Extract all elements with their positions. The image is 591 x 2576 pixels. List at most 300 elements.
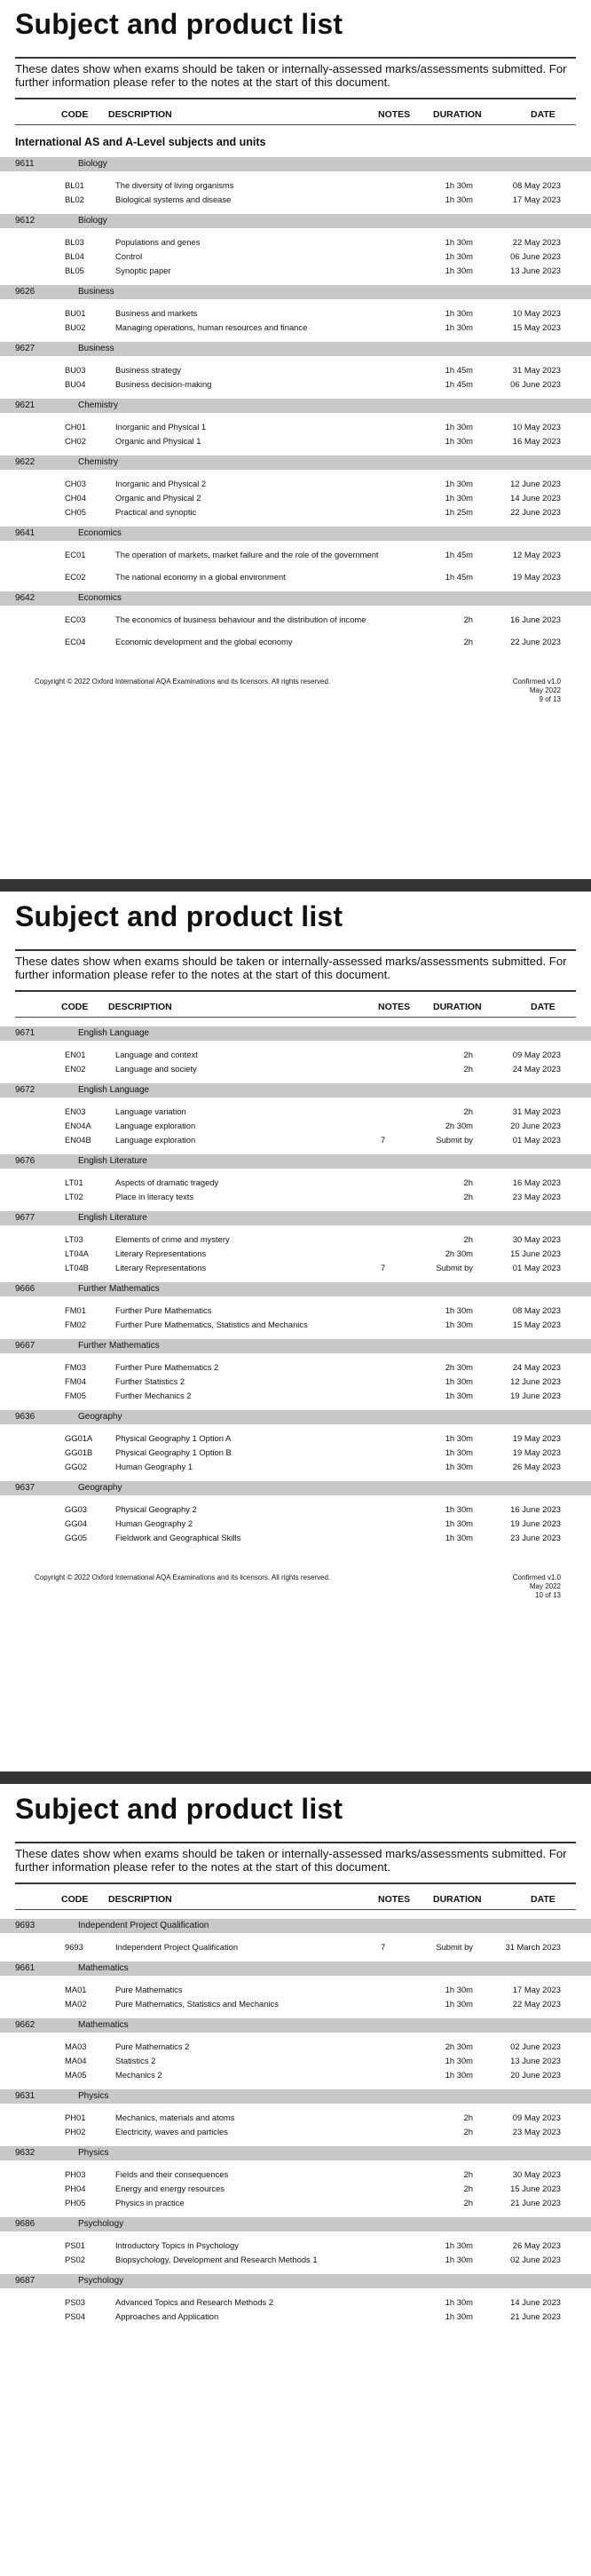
header-code: CODE: [61, 109, 89, 120]
confirmed-version: Confirmed v1.0: [512, 678, 561, 686]
table-row: [15, 2070, 576, 2084]
table-row: [15, 2184, 576, 2198]
table-row: [15, 1050, 576, 1064]
unit-description: Approaches and Application: [115, 2311, 219, 2321]
unit-duration: 2h 30m: [445, 2041, 473, 2051]
unit-duration: 1h 30m: [445, 1999, 473, 2009]
unit-code: FM02: [65, 1320, 86, 1329]
unit-rows: [15, 422, 576, 450]
unit-date: 30 May 2023: [512, 2169, 561, 2179]
subject-bar: [0, 527, 591, 541]
unit-rows: [15, 2112, 576, 2141]
subject-name: English Language: [78, 1028, 150, 1038]
unit-date: 24 May 2023: [512, 1064, 561, 1074]
unit-code: EN02: [65, 1064, 86, 1074]
unit-date: 19 June 2023: [510, 1518, 561, 1528]
unit-duration: 2h: [463, 2127, 473, 2136]
unit-duration: 2h: [463, 1050, 473, 1059]
unit-date: 19 May 2023: [512, 1433, 561, 1443]
table-row: [15, 266, 576, 280]
header-duration: DURATION: [433, 109, 482, 120]
table-row: [15, 2112, 576, 2127]
unit-date: 15 May 2023: [512, 1320, 561, 1329]
unit-date: 16 May 2023: [512, 436, 561, 446]
unit-duration: 2h: [463, 2112, 473, 2122]
unit-rows: [15, 2297, 576, 2326]
subject-code: 9661: [15, 1963, 35, 1973]
unit-rows: [15, 479, 576, 521]
header-duration: DURATION: [433, 1894, 482, 1905]
page-title: Subject and product list: [15, 1793, 343, 1825]
unit-duration: 1h 45m: [445, 550, 473, 559]
subject-name: Economics: [78, 593, 122, 603]
unit-description: Further Pure Mathematics: [115, 1305, 212, 1315]
unit-duration: 1h 30m: [445, 422, 473, 432]
page-footer: [15, 1573, 576, 1618]
unit-date: 14 June 2023: [510, 493, 561, 503]
unit-duration: 1h 30m: [445, 479, 473, 488]
unit-code: EC03: [65, 614, 86, 624]
unit-date: 01 May 2023: [512, 1263, 561, 1272]
subject-code: 9636: [15, 1412, 35, 1422]
unit-duration: 1h 30m: [445, 2070, 473, 2080]
unit-code: MA01: [65, 1985, 87, 1994]
intro-text: These dates show when exams should be taken or internally-assessed marks/assessments submitted. For further information please refer to the notes at the start of this document.: [15, 62, 567, 89]
unit-date: 19 May 2023: [512, 572, 561, 582]
unit-date: 10 May 2023: [512, 422, 561, 432]
unit-description: Managing operations, human resources and finance: [115, 322, 308, 332]
unit-date: 31 May 2023: [512, 365, 561, 375]
unit-duration: 1h 25m: [445, 507, 473, 517]
unit-code: GG01A: [65, 1433, 93, 1443]
unit-date: 13 June 2023: [510, 266, 561, 275]
unit-rows: [15, 1305, 576, 1334]
unit-date: 26 May 2023: [512, 1462, 561, 1471]
page-3: [0, 1792, 591, 2331]
unit-duration: 1h 30m: [445, 2056, 473, 2065]
table-row: [15, 308, 576, 322]
subject-code: 9687: [15, 2276, 35, 2286]
subject-code: 9667: [15, 1341, 35, 1351]
unit-notes: 7: [381, 1135, 386, 1145]
unit-code: BU03: [65, 365, 86, 375]
table-row: [15, 2056, 576, 2070]
table-header: [15, 1891, 576, 1909]
subject-code: 9642: [15, 593, 35, 603]
unit-code: GG03: [65, 1504, 88, 1514]
table-row: [15, 436, 576, 450]
page-inner: [0, 1792, 591, 2326]
subject-code: 9637: [15, 1483, 35, 1493]
unit-description: Populations and genes: [115, 237, 201, 247]
unit-code: PS02: [65, 2255, 85, 2264]
unit-duration: 1h 30m: [445, 1504, 473, 1514]
unit-rows: [15, 2169, 576, 2212]
table-row: [15, 1376, 576, 1391]
subject-bar: [0, 1211, 591, 1225]
page-separator: [0, 1771, 591, 1784]
unit-description: Pure Mathematics: [115, 1985, 183, 1994]
unit-description: Mechanics 2: [115, 2070, 162, 2080]
subject-name: Geography: [78, 1483, 122, 1493]
header-code: CODE: [61, 1894, 89, 1905]
unit-duration: 1h 30m: [445, 308, 473, 318]
unit-description: Human Geography 2: [115, 1518, 193, 1528]
unit-description: Further Statistics 2: [115, 1376, 185, 1386]
unit-code: PH01: [65, 2112, 86, 2122]
subject-bar: [0, 2146, 591, 2160]
unit-duration: 1h 45m: [445, 572, 473, 582]
unit-date: 13 June 2023: [510, 2056, 561, 2065]
page-number: 9 of 13: [539, 695, 561, 703]
unit-duration: 2h: [463, 614, 473, 624]
unit-date: 08 May 2023: [512, 180, 561, 190]
unit-duration: 1h 30m: [445, 322, 473, 332]
header-notes: NOTES: [378, 1002, 411, 1012]
subject-code: 9693: [15, 1921, 35, 1930]
subject-bar: [0, 1339, 591, 1353]
subject-name: Psychology: [78, 2276, 124, 2286]
table-row: [15, 2255, 576, 2269]
unit-description: Electricity, waves and particles: [115, 2127, 228, 2136]
unit-date: 22 May 2023: [512, 237, 561, 247]
unit-code: MA05: [65, 2070, 87, 2080]
unit-duration: Submit by: [436, 1135, 473, 1145]
unit-date: 12 June 2023: [510, 479, 561, 488]
unit-date: 22 June 2023: [510, 507, 561, 517]
subject-code: 9671: [15, 1028, 35, 1038]
header-date: DATE: [531, 1002, 556, 1012]
unit-rows: [15, 1504, 576, 1547]
unit-code: EN03: [65, 1106, 86, 1116]
unit-description: Synoptic paper: [115, 266, 171, 275]
unit-description: Human Geography 1: [115, 1462, 193, 1471]
unit-notes: 7: [381, 1942, 386, 1952]
unit-date: 20 June 2023: [510, 1121, 561, 1130]
unit-code: MA04: [65, 2056, 87, 2065]
unit-code: EN04B: [65, 1135, 91, 1145]
subject-code: 9611: [15, 159, 35, 169]
unit-rows: [15, 1177, 576, 1206]
unit-description: Biological systems and disease: [115, 194, 232, 204]
subject-name: Business: [78, 344, 114, 353]
unit-date: 19 June 2023: [510, 1391, 561, 1400]
unit-date: 16 May 2023: [512, 1177, 561, 1187]
title-rule: [15, 57, 576, 59]
unit-duration: 2h: [463, 2169, 473, 2179]
unit-date: 01 May 2023: [512, 1135, 561, 1145]
subject-name: Business: [78, 287, 114, 297]
unit-description: Literary Representations: [115, 1263, 207, 1272]
unit-duration: 1h 45m: [445, 379, 473, 389]
subject-bar: [0, 1481, 591, 1495]
unit-code: LT04A: [65, 1248, 89, 1258]
page-title: Subject and product list: [15, 8, 343, 40]
table-row: [15, 1305, 576, 1320]
subject-name: Chemistry: [78, 400, 119, 410]
subject-name: Psychology: [78, 2219, 124, 2229]
spacer: [15, 1910, 576, 1919]
unit-date: 23 May 2023: [512, 1192, 561, 1201]
subject-name: English Language: [78, 1085, 150, 1095]
intro-rule: [15, 1882, 576, 1884]
header-date: DATE: [531, 109, 556, 120]
unit-description: The operation of markets, market failure and the role of the government: [115, 550, 379, 559]
unit-code: EN01: [65, 1050, 86, 1059]
table-row: [15, 1447, 576, 1462]
unit-code: MA02: [65, 1999, 87, 2009]
unit-duration: 1h 30m: [445, 1391, 473, 1400]
unit-date: 06 June 2023: [510, 251, 561, 261]
unit-date: 24 May 2023: [512, 1362, 561, 1372]
unit-code: CH05: [65, 507, 86, 517]
title-rule: [15, 949, 576, 951]
section-title: International AS and A-Level subjects and units: [15, 136, 266, 148]
unit-duration: 1h 30m: [445, 1533, 473, 1542]
unit-duration: 1h 30m: [445, 266, 473, 275]
subject-bar: [0, 342, 591, 356]
intro-rule: [15, 98, 576, 99]
header-notes: NOTES: [378, 1894, 411, 1905]
table-row: [15, 1362, 576, 1376]
unit-description: Biopsychology, Development and Research Methods 1: [115, 2255, 318, 2264]
unit-description: Fieldwork and Geographical Skills: [115, 1533, 241, 1542]
unit-duration: 1h 30m: [445, 1447, 473, 1457]
table-row: [15, 237, 576, 251]
table-row: [15, 1985, 576, 1999]
unit-description: Physical Geography 1 Option B: [115, 1447, 232, 1457]
subject-bar: [0, 157, 591, 171]
title-rule: [15, 1842, 576, 1843]
unit-description: Language and context: [115, 1050, 198, 1059]
unit-code: EN04A: [65, 1121, 91, 1130]
unit-duration: 1h 30m: [445, 251, 473, 261]
unit-duration: 2h 30m: [445, 1121, 473, 1130]
unit-description: Further Pure Mathematics, Statistics and Mechanics: [115, 1320, 308, 1329]
subject-bar: [0, 1919, 591, 1933]
unit-code: FM04: [65, 1376, 86, 1386]
unit-description: Physics in practice: [115, 2198, 185, 2207]
unit-code: GG02: [65, 1462, 88, 1471]
subject-bar: [0, 1083, 591, 1098]
subject-code: 9622: [15, 457, 35, 467]
subject-name: Biology: [78, 216, 107, 226]
subject-bar: [0, 456, 591, 470]
unit-date: 12 June 2023: [510, 1376, 561, 1386]
table-row: [15, 2198, 576, 2212]
unit-description: Literary Representations: [115, 1248, 207, 1258]
unit-code: LT03: [65, 1234, 83, 1244]
unit-code: BU01: [65, 308, 86, 318]
unit-code: CH01: [65, 422, 86, 432]
unit-code: PS03: [65, 2297, 85, 2307]
subject-bar: [0, 1154, 591, 1169]
unit-code: FM05: [65, 1391, 86, 1400]
intro-text: These dates show when exams should be taken or internally-assessed marks/assessments submitted. For further information please refer to the notes at the start of this document.: [15, 955, 567, 981]
unit-date: 31 May 2023: [512, 1106, 561, 1116]
unit-rows: [15, 237, 576, 280]
unit-code: PH02: [65, 2127, 86, 2136]
table-row: [15, 180, 576, 194]
subject-code: 9621: [15, 400, 35, 410]
unit-description: Elements of crime and mystery: [115, 1234, 230, 1244]
subject-code: 9631: [15, 2091, 35, 2101]
unit-duration: 1h 30m: [445, 194, 473, 204]
unit-code: PH05: [65, 2198, 86, 2207]
unit-code: PH04: [65, 2184, 86, 2193]
unit-duration: 1h 30m: [445, 1320, 473, 1329]
subject-code: 9612: [15, 216, 35, 226]
unit-date: 17 May 2023: [512, 1985, 561, 1994]
unit-date: 22 June 2023: [510, 637, 561, 646]
unit-code: LT04B: [65, 1263, 89, 1272]
table-row: [15, 1320, 576, 1334]
subject-bar: [0, 591, 591, 606]
table-row: [15, 2311, 576, 2326]
unit-date: 23 May 2023: [512, 2127, 561, 2136]
table-row: [15, 1518, 576, 1533]
subject-bar: [0, 399, 591, 413]
table-row: [15, 422, 576, 436]
unit-code: CH03: [65, 479, 86, 488]
unit-duration: 1h 30m: [445, 180, 473, 190]
table-row: [15, 2169, 576, 2184]
table-row: [15, 322, 576, 337]
unit-duration: 1h 30m: [445, 2297, 473, 2307]
unit-notes: 7: [381, 1263, 386, 1272]
unit-date: 31 March 2023: [505, 1942, 561, 1952]
page-inner: [0, 7, 591, 722]
subject-bar: [0, 2217, 591, 2231]
table-row: [15, 550, 576, 572]
unit-duration: 1h 30m: [445, 1462, 473, 1471]
unit-duration: 1h 30m: [445, 2255, 473, 2264]
unit-code: BL03: [65, 237, 84, 247]
unit-duration: 2h: [463, 2184, 473, 2193]
unit-description: Business decision-making: [115, 379, 212, 389]
unit-description: Language exploration: [115, 1121, 196, 1130]
unit-description: Organic and Physical 1: [115, 436, 201, 446]
unit-rows: [15, 2041, 576, 2084]
unit-description: Introductory Topics in Psychology: [115, 2240, 239, 2250]
unit-duration: 2h: [463, 1106, 473, 1116]
table-row: [15, 1106, 576, 1121]
unit-code: BL05: [65, 266, 84, 275]
unit-code: BL02: [65, 194, 84, 204]
unit-rows: [15, 550, 576, 586]
unit-duration: 2h: [463, 1234, 473, 1244]
table-row: [15, 2240, 576, 2255]
subject-bar: [0, 2274, 591, 2288]
subject-name: Further Mathematics: [78, 1284, 160, 1294]
table-row: [15, 1064, 576, 1078]
subject-code: 9641: [15, 528, 35, 538]
unit-description: Economic development and the global economy: [115, 637, 293, 646]
unit-code: GG05: [65, 1533, 88, 1542]
unit-date: 15 June 2023: [510, 2184, 561, 2193]
unit-code: PS04: [65, 2311, 85, 2321]
unit-description: Business and markets: [115, 308, 198, 318]
subject-name: Chemistry: [78, 457, 119, 467]
unit-description: Aspects of dramatic tragedy: [115, 1177, 219, 1187]
unit-description: Further Pure Mathematics 2: [115, 1362, 219, 1372]
table-row: [15, 614, 576, 637]
unit-rows: [15, 1106, 576, 1149]
subject-name: Economics: [78, 528, 122, 538]
subject-name: Physics: [78, 2148, 109, 2158]
subject-code: 9672: [15, 1085, 35, 1095]
copyright-text: Copyright © 2022 Oxford International AQA Examinations and its licensors. All rights reserved.: [35, 1573, 331, 1581]
unit-date: 14 June 2023: [510, 2297, 561, 2307]
unit-date: 15 June 2023: [510, 1248, 561, 1258]
unit-duration: 2h: [463, 1177, 473, 1187]
header-notes: NOTES: [378, 109, 411, 120]
table-row: [15, 493, 576, 507]
table-row: [15, 365, 576, 379]
table-row: [15, 1248, 576, 1263]
confirmed-block: [513, 678, 561, 704]
confirmed-block: [513, 1573, 561, 1600]
unit-code: PS01: [65, 2240, 85, 2250]
header-description: DESCRIPTION: [108, 1002, 172, 1012]
subject-name: Physics: [78, 2091, 109, 2101]
table-row: [15, 572, 576, 586]
unit-description: Physical Geography 1 Option A: [115, 1433, 232, 1443]
page-footer: [15, 678, 576, 722]
unit-rows: [15, 614, 576, 651]
table-row: [15, 1135, 576, 1149]
subject-code: 9677: [15, 1213, 35, 1223]
unit-date: 06 June 2023: [510, 379, 561, 389]
subject-name: Mathematics: [78, 1963, 129, 1973]
unit-date: 16 June 2023: [510, 614, 561, 624]
unit-code: FM01: [65, 1305, 86, 1315]
unit-description: Language variation: [115, 1106, 186, 1116]
table-header: [15, 999, 576, 1017]
unit-duration: Submit by: [436, 1942, 473, 1952]
unit-code: GG01B: [65, 1447, 93, 1457]
subject-name: English Literature: [78, 1213, 147, 1223]
table-header: [15, 107, 576, 124]
table-row: [15, 637, 576, 651]
intro-text: These dates show when exams should be taken or internally-assessed marks/assessments submitted. For further information please refer to the notes at the start of this document.: [15, 1847, 567, 1874]
subject-name: Further Mathematics: [78, 1341, 160, 1351]
subject-name: Mathematics: [78, 2020, 129, 2030]
table-row: [15, 194, 576, 209]
unit-code: BL04: [65, 251, 84, 261]
unit-code: EC01: [65, 550, 86, 559]
unit-code: FM03: [65, 1362, 86, 1372]
unit-rows: [15, 1942, 576, 1956]
unit-description: Control: [115, 251, 143, 261]
unit-description: Energy and energy resources: [115, 2184, 225, 2193]
subject-name: Independent Project Qualification: [78, 1921, 209, 1930]
unit-rows: [15, 180, 576, 209]
subject-bar: [0, 1026, 591, 1041]
table-row: [15, 2297, 576, 2311]
header-description: DESCRIPTION: [108, 1894, 172, 1905]
unit-rows: [15, 1985, 576, 2013]
unit-description: Independent Project Qualification: [115, 1942, 239, 1952]
unit-date: 21 June 2023: [510, 2311, 561, 2321]
subject-code: 9676: [15, 1156, 35, 1166]
spacer: [15, 1018, 576, 1026]
subject-name: Biology: [78, 159, 107, 169]
unit-duration: 2h 30m: [445, 1362, 473, 1372]
subject-code: 9686: [15, 2219, 35, 2229]
unit-duration: 1h 30m: [445, 493, 473, 503]
table-row: [15, 251, 576, 266]
